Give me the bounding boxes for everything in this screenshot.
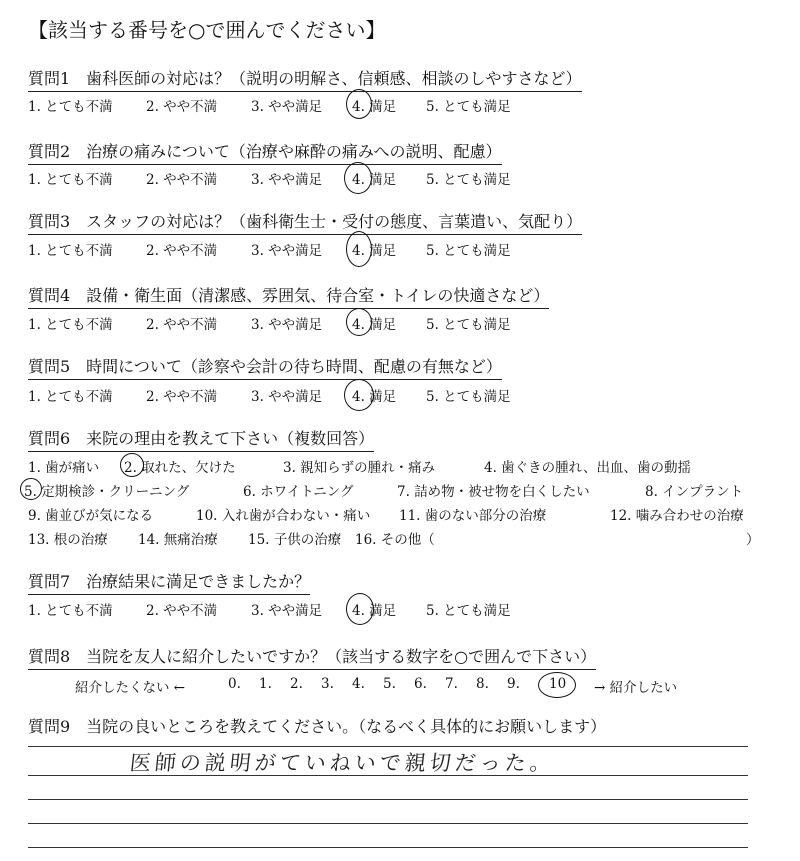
option-4[interactable]: 4. 満足 [352,243,397,259]
scale-value[interactable]: 5. [383,676,396,692]
reason-option[interactable]: 6. ホワイトニング [243,484,354,500]
option-2[interactable]: 2. やや不満 [146,99,218,115]
reason-option[interactable]: 13. 根の治療 [28,532,108,548]
question-2-title: 質問2 治療の痛みについて（治療や麻酔の痛みへの説明、配慮） [28,143,502,165]
option-4[interactable]: 4. 満足 [352,172,397,188]
question-7-title: 質問7 治療結果に満足できましたか？ [28,573,310,595]
reason-option[interactable]: 15. 子供の治療 [248,532,342,548]
question-3-title: 質問3 スタッフの対応は？（歯科衛生士・受付の態度、言葉遣い、気配り） [28,213,582,235]
scale-value[interactable]: 1. [259,676,272,692]
option-2[interactable]: 2. やや不満 [146,603,218,619]
scale-value[interactable]: 3. [321,676,334,692]
reason-option[interactable]: 10. 入れ歯が合わない・痛い [196,508,371,524]
reason-option[interactable]: 2. 取れた、欠けた [124,460,236,476]
option-3[interactable]: 3. やや満足 [251,243,323,259]
answer-circle [346,231,372,267]
reason-option[interactable]: 11. 歯のない部分の治療 [399,508,547,524]
question-5-title: 質問5 時間について（診察や会計の待ち時間、配慮の有無など） [28,358,502,380]
reason-option[interactable]: 7. 詰め物・被せ物を白くしたい [397,484,590,500]
option-3[interactable]: 3. やや満足 [251,172,323,188]
scale-left-label: 紹介したくない ← [75,680,186,696]
reason-option[interactable]: 1. 歯が痛い [28,460,100,476]
option-5[interactable]: 5. とても満足 [426,243,511,259]
option-4[interactable]: 4. 満足 [352,603,397,619]
scale-value[interactable]: 6. [414,676,427,692]
reason-option[interactable]: 9. 歯並びが気になる [28,508,154,524]
reason-option-other-close: ） [746,532,760,548]
option-1[interactable]: 1. とても不満 [28,317,113,333]
option-4[interactable]: 4. 満足 [352,317,397,333]
option-1[interactable]: 1. とても不満 [28,243,113,259]
option-3[interactable]: 3. やや満足 [251,317,323,333]
question-3-options [28,239,748,259]
question-6-options [24,456,778,548]
option-3[interactable]: 3. やや満足 [251,389,323,405]
reason-option[interactable]: 5. 定期検診・クリーニング [24,484,190,500]
answer-line [28,823,748,824]
reason-option[interactable]: 12. 噛み合わせの治療 [610,508,744,524]
option-5[interactable]: 5. とても満足 [426,317,511,333]
scale-value[interactable]: 8. [476,676,489,692]
reason-option[interactable]: 14. 無痛治療 [138,532,218,548]
answer-line [28,847,748,848]
handwritten-answer[interactable]: 医師の説明がていねいで親切だった。 [128,751,557,775]
option-5[interactable]: 5. とても満足 [426,172,511,188]
option-4[interactable]: 4. 満足 [352,99,397,115]
answer-line [28,799,748,800]
option-2[interactable]: 2. やや不満 [146,243,218,259]
question-2-options [28,168,748,188]
answer-line [28,775,748,776]
answer-circle [346,308,372,336]
scale-value[interactable]: 2. [290,676,303,692]
scale-value[interactable]: 9. [507,676,520,692]
option-2[interactable]: 2. やや不満 [146,172,218,188]
answer-circle [346,89,372,119]
form-title: 【該当する番号を○で囲んでください】 [28,18,386,42]
answer-circle [344,162,372,194]
option-2[interactable]: 2. やや不満 [146,389,218,405]
question-8-title: 質問8 当院を友人に紹介したいですか？（該当する数字を○で囲んで下さい） [28,648,596,670]
question-9-title: 質問9 当院の良いところを教えてください。（なるべく具体的にお願いします） [28,717,607,736]
answer-circle [538,672,576,698]
option-3[interactable]: 3. やや満足 [251,99,323,115]
option-5[interactable]: 5. とても満足 [426,99,511,115]
option-1[interactable]: 1. とても不満 [28,389,113,405]
question-1-options [28,95,748,115]
option-1[interactable]: 1. とても不満 [28,99,113,115]
reason-option[interactable]: 3. 親知らずの腫れ・痛み [283,460,436,476]
reason-option[interactable]: 8. インプラント [645,484,744,500]
reason-option-other[interactable]: 16. その他（ [355,532,435,548]
scale-right-label: → 紹介したい [594,680,678,696]
option-5[interactable]: 5. とても満足 [426,389,511,405]
answer-circle [120,453,144,477]
reason-option[interactable]: 4. 歯ぐきの腫れ、出血、歯の動揺 [484,460,691,476]
question-1-title: 質問1 歯科医師の対応は？（説明の明解さ、信頼感、相談のしやすさなど） [28,70,582,92]
scale-value[interactable]: 7. [445,676,458,692]
option-1[interactable]: 1. とても不満 [28,172,113,188]
answer-circle [346,593,374,625]
option-4[interactable]: 4. 満足 [352,389,397,405]
answer-circle [20,478,42,500]
question-4-options [28,313,748,333]
scale-value[interactable]: 4. [352,676,365,692]
question-5-options [28,385,748,405]
question-4-title: 質問4 設備・衛生面（清潔感、雰囲気、待合室・トイレの快適さなど） [28,287,549,309]
answer-circle [344,379,374,411]
question-7-options [28,599,748,619]
question-8-scale [75,676,735,696]
option-5[interactable]: 5. とても満足 [426,603,511,619]
scale-value[interactable]: 0. [228,676,241,692]
scale-value[interactable]: 10 [549,676,567,692]
option-3[interactable]: 3. やや満足 [251,603,323,619]
option-1[interactable]: 1. とても不満 [28,603,113,619]
option-2[interactable]: 2. やや不満 [146,317,218,333]
question-6-title: 質問6 来院の理由を教えて下さい（複数回答） [28,430,374,452]
